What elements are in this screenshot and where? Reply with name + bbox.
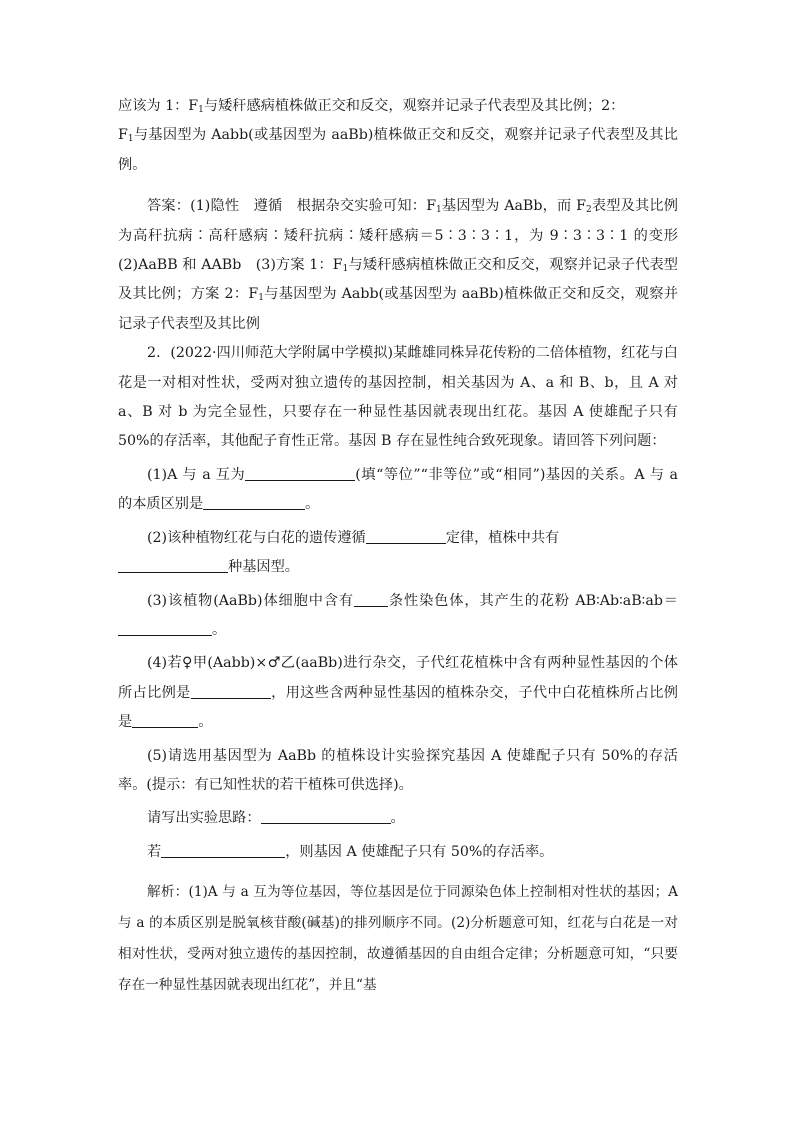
answer-blank[interactable] [161, 841, 285, 858]
answer-blank[interactable] [354, 590, 388, 607]
sub-question-1: (1)A 与 a 互为 (填“等位”“非等位”或“相同”)基因的关系。A 与 a 的本质区别是 。 [118, 461, 678, 520]
answer-blank[interactable] [118, 619, 212, 636]
experiment-idea: 请写出实验思路： 。 [118, 804, 678, 833]
sub-question-3: (3)该植物(AaBb)体细胞中含有 条性染色体，其产生的花粉 AB∶Ab∶aB∶ab＝。 [118, 587, 678, 646]
sub-question-5: (5)请选用基因型为 AaBb 的植株设计实验探究基因 A 使雄配子只有 50%的存活率。(提示：有已知性状的若干植株可供选择)。 [118, 747, 678, 793]
analysis-paragraph: 解析：(1)A 与 a 互为等位基因，等位基因是位于同源染色体上控制相对性状的基因；A 与 a 的本质区别是脱氧核苷酸(碱基)的排列顺序不同。(2)分析题意可知，红花与白花是一对相对性状，受两对独立遗传的基因控制，故遵循基因的自由组合定律；分析题意可知，“只要存在一种显性基因就表现出红花”，并且“基 [118, 884, 678, 994]
answer-blank[interactable] [203, 493, 305, 510]
document-page [118, 92, 693, 1001]
previous-analysis-text: 应该为 1：$F_1$与矮秆感病植株做正交和反交，观察并记录子代表型及其比例；2： $F_1$与基因型为 Aabb(或基因型为 aaBb)植株做正交和反交，观察并记录子代表型及其比例。 [118, 98, 678, 173]
answer-blank[interactable] [366, 527, 446, 544]
question-2-stem: 2．(2022·四川师范大学附属中学模拟)某雌雄同株异花传粉的二倍体植物，红花与白花是一对相对性状，受两对独立遗传的基因控制，相关基因为 A、a 和 B、b，且 A 对 a、B 对 b 为完全显性，只要存在一种显性基因就表现出红花。基因 A 使雄配子只有 50%的存活率，其他配子育性正常。基因 B 存在显性纯合致死现象。请回答下列问题： [118, 345, 678, 450]
sub-question-4: (4)若♀甲(Aabb)×♂乙(aaBb)进行杂交，子代红花植株中含有两种显性基因的个体所占比例是 ，用这些含两种显性基因的植株杂交，子代中白花植株所占比例是 。 [118, 655, 678, 731]
answer-paragraph: 答案：(1)隐性 遵循 根据杂交实验可知：$F_1$基因型为 AaBb，而 $F_2$表型及其比例为高秆抗病∶高秆感病∶矮秆抗病∶矮秆感病＝5∶3∶3∶1，为 9∶3∶3∶1 的变形 (2)AaBB 和 AABb (3)方案 1：$F_1$与矮秆感病植株做正交和反交，观察并记录子代表型及其比例；方案 2：$F_1$与基因型为 Aabb(或基因型为 aaBb)植株做正交和反交，观察并记录子代表型及其比例 [118, 198, 693, 332]
sub-question-2: (2)该种植物红花与白花的遗传遵循 定律，植株中共有 种基因型。 [118, 524, 678, 583]
answer-label: 答案： [147, 198, 191, 215]
answer-blank[interactable] [245, 464, 355, 481]
answer-blank[interactable] [118, 556, 228, 573]
result-condition: 若 ，则基因 A 使雄配子只有 50%的存活率。 [118, 838, 678, 867]
answer-blank[interactable] [191, 682, 271, 699]
answer-blank[interactable] [261, 807, 391, 824]
answer-blank[interactable] [132, 711, 198, 728]
